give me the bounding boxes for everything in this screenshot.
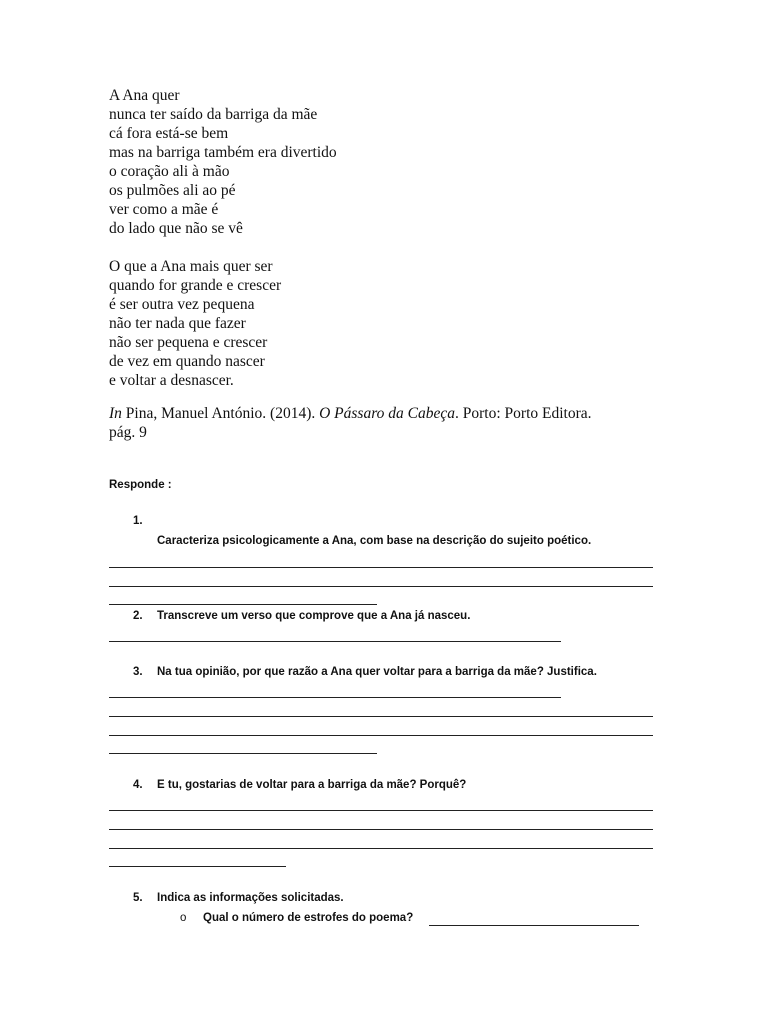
answer-line[interactable] bbox=[109, 586, 653, 587]
answer-line[interactable] bbox=[109, 716, 653, 717]
question-2-text: Transcreve um verso que comprove que a Ana já nasceu. bbox=[157, 610, 471, 622]
answer-line[interactable] bbox=[109, 641, 561, 642]
answer-line[interactable] bbox=[109, 810, 653, 811]
question-1-text: Caracteriza psicologicamente a Ana, com base na descrição do sujeito poético. bbox=[157, 535, 592, 547]
bullet-icon: o bbox=[180, 912, 187, 924]
question-3-number: 3. bbox=[133, 666, 143, 678]
citation-page: pág. 9 bbox=[109, 424, 147, 441]
poem-line: é ser outra vez pequena bbox=[109, 296, 255, 313]
question-4-text: E tu, gostarias de voltar para a barriga da mãe? Porquê? bbox=[157, 779, 467, 791]
answer-line[interactable] bbox=[109, 697, 561, 698]
citation bbox=[109, 404, 657, 442]
poem-line: ver como a mãe é bbox=[109, 201, 219, 218]
answer-line[interactable] bbox=[109, 604, 377, 605]
poem-line: o coração ali à mão bbox=[109, 163, 230, 180]
poem-line: O que a Ana mais quer ser bbox=[109, 258, 273, 275]
question-5-number: 5. bbox=[133, 892, 143, 904]
sub-question-text: Qual o número de estrofes do poema? bbox=[203, 912, 414, 924]
poem-line: e voltar a desnascer. bbox=[109, 372, 234, 389]
poem-stanza-2 bbox=[109, 257, 337, 390]
question-2-number: 2. bbox=[133, 610, 143, 622]
citation-author-year: Pina, Manuel António. (2014). bbox=[121, 405, 320, 422]
citation-book-title: O Pássaro da Cabeça bbox=[319, 405, 456, 422]
poem-line: A Ana quer bbox=[109, 87, 180, 104]
poem-line: do lado que não se vê bbox=[109, 220, 243, 237]
poem-line: nunca ter saído da barriga da mãe bbox=[109, 106, 318, 123]
question-4-number: 4. bbox=[133, 779, 143, 791]
answer-line[interactable] bbox=[109, 848, 653, 849]
poem-stanza-1 bbox=[109, 86, 337, 238]
poem-line: não ter nada que fazer bbox=[109, 315, 246, 332]
poem-line: cá fora está-se bem bbox=[109, 125, 229, 142]
answer-line[interactable] bbox=[109, 735, 653, 736]
citation-publisher: . Porto: Porto Editora. bbox=[455, 405, 592, 422]
answer-line[interactable] bbox=[109, 829, 653, 830]
answer-line[interactable] bbox=[429, 925, 639, 926]
answer-line[interactable] bbox=[109, 866, 286, 867]
poem bbox=[109, 86, 337, 390]
answer-line[interactable] bbox=[109, 567, 653, 568]
poem-line: quando for grande e crescer bbox=[109, 277, 282, 294]
poem-line: os pulmões ali ao pé bbox=[109, 182, 236, 199]
exercise-heading: Responde : bbox=[109, 479, 172, 491]
question-3-text: Na tua opinião, por que razão a Ana quer voltar para a barriga da mãe? Justifica. bbox=[157, 666, 597, 678]
question-1-number: 1. bbox=[133, 515, 143, 527]
poem-line: não ser pequena e crescer bbox=[109, 334, 268, 351]
citation-prefix: In bbox=[109, 405, 122, 422]
poem-line: de vez em quando nascer bbox=[109, 353, 265, 370]
poem-line: mas na barriga também era divertido bbox=[109, 144, 337, 161]
answer-line[interactable] bbox=[109, 753, 377, 754]
question-5-text: Indica as informações solicitadas. bbox=[157, 892, 344, 904]
